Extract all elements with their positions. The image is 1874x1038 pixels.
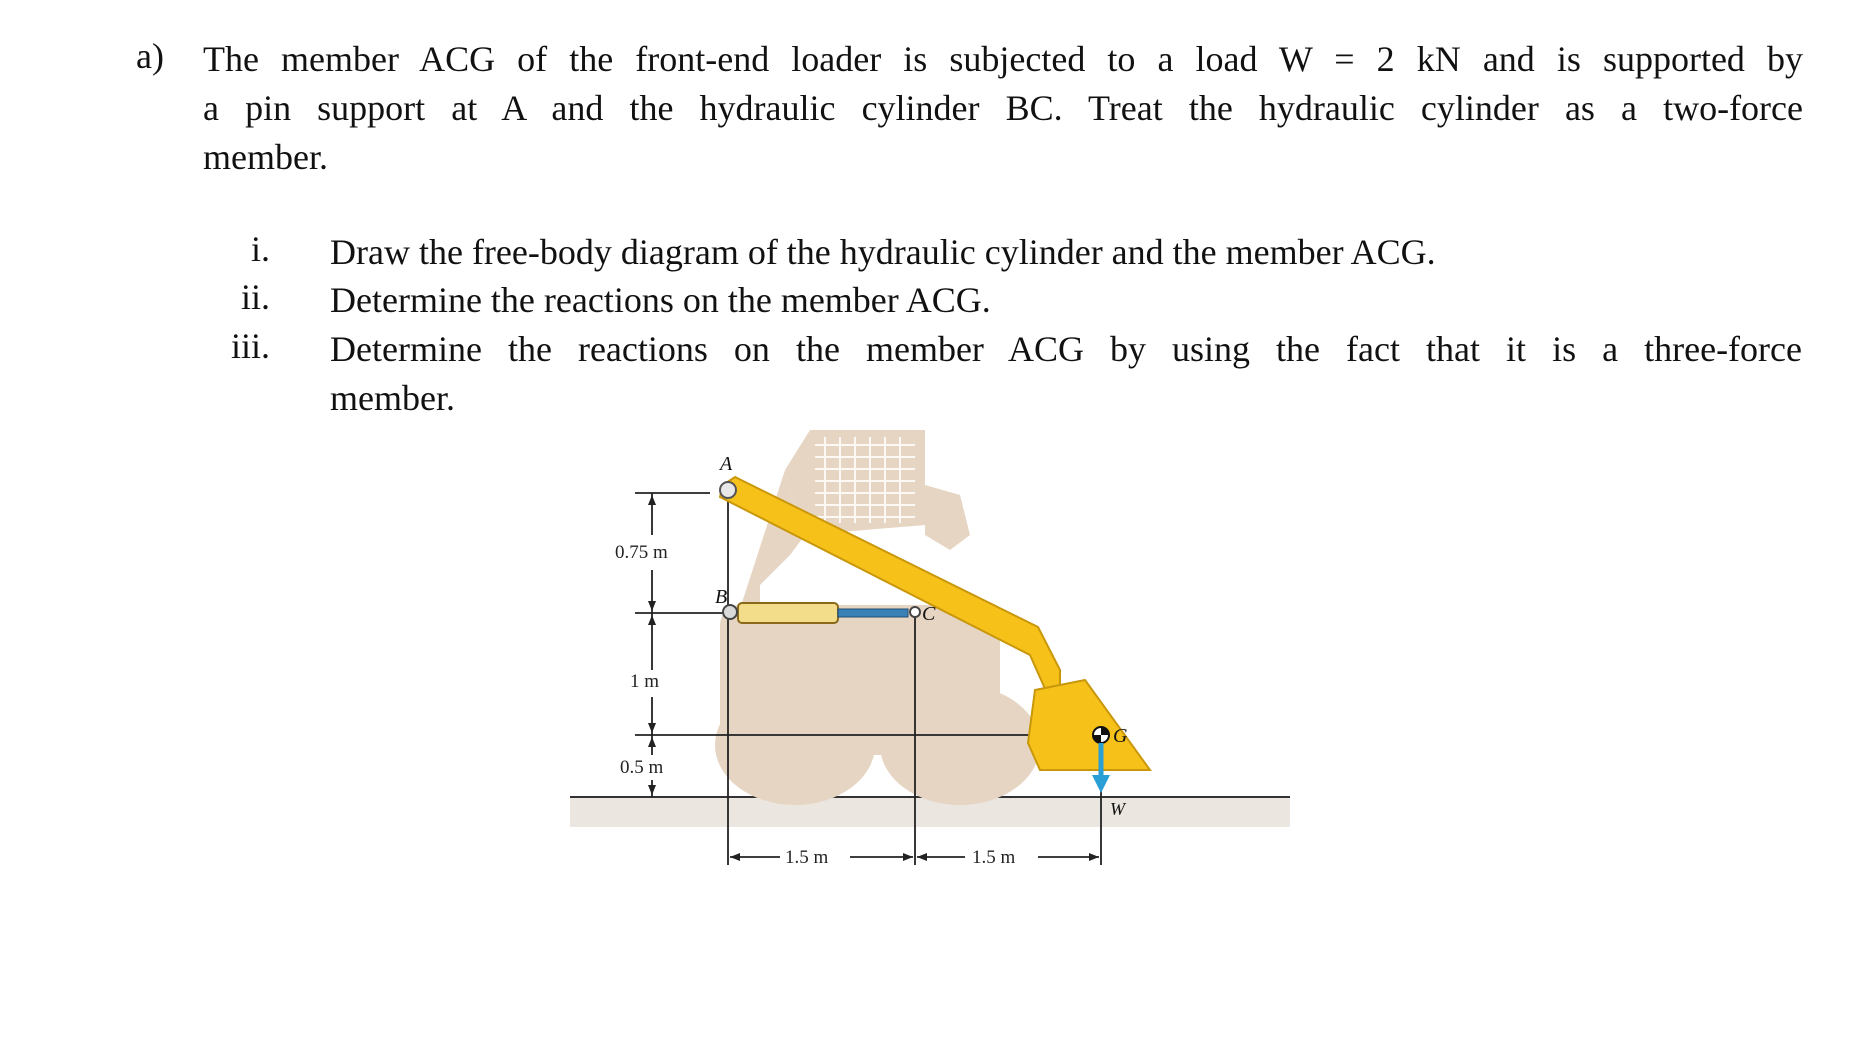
item-1-number: i. [250,229,270,269]
pin-c [910,607,920,617]
label-a: A [720,453,733,475]
dim-horizontal-left: 1.5 m [785,847,829,868]
dim-vertical-mid: 1 m [630,671,660,692]
loader-figure [560,425,1300,885]
dim-vertical-top: 0.75 m [615,542,668,563]
ground [570,797,1290,827]
item-3-number: iii. [230,326,270,366]
label-g: G [1113,725,1128,747]
question-text [203,35,1803,182]
question-label: a) [136,36,164,76]
item-2-number: ii. [240,277,270,317]
dim-vertical-bottom: 0.5 m [620,757,664,778]
item-3-line-2: member. [330,378,455,418]
label-w: W [1110,799,1125,819]
item-3-line-1: Determine the reactions on the member ACG by using the fact that it is a three-force [330,329,1802,369]
label-b: B [715,586,728,608]
question-line-2: a pin support at A and the hydraulic cylinder BC. Treat the hydraulic cylinder as a two-force [203,88,1803,128]
item-3-text [330,325,1802,423]
pin-a [720,482,736,498]
label-c: C [922,603,936,625]
question-line-1: The member ACG of the front-end loader is subjected to a load W = 2 kN and is supported by [203,39,1803,79]
item-2-text: Determine the reactions on the member ACG. [330,280,991,320]
question-line-3: member. [203,137,328,177]
item-1-text: Draw the free-body diagram of the hydraulic cylinder and the member ACG. [330,232,1436,272]
dim-horizontal-right: 1.5 m [972,847,1016,868]
